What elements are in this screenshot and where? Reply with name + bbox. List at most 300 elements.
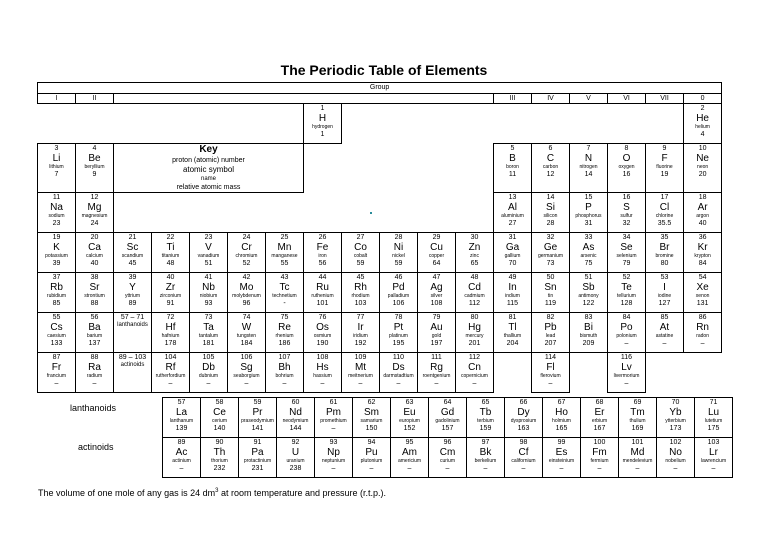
blank-cell	[152, 193, 190, 233]
element-cell-ds	[380, 353, 418, 393]
element-name: selenium	[616, 253, 637, 259]
element-cell-sm	[353, 398, 391, 438]
element-symbol: Xe	[696, 282, 709, 293]
atomic-number: 116	[620, 354, 633, 361]
element-name: erbium	[591, 418, 608, 424]
element-symbol: Cm	[439, 447, 456, 458]
element-cell-pm	[315, 398, 353, 438]
element-symbol: Ag	[430, 282, 443, 293]
element-symbol: Cf	[518, 447, 529, 458]
element-name: beryllium	[84, 164, 105, 170]
relative-atomic-mass: –	[168, 380, 173, 387]
element-cell-ti	[152, 233, 190, 273]
element-name: gallium	[504, 253, 521, 259]
blank-cell	[456, 104, 494, 144]
atomic-number: 99	[557, 439, 566, 446]
blank-cell	[608, 104, 646, 144]
element-cell-fe	[304, 233, 342, 273]
atomic-number: 23	[204, 234, 213, 241]
element-name: darmstadtium	[383, 373, 414, 379]
element-symbol: Ta	[203, 322, 214, 333]
element-cell-pb	[532, 313, 570, 353]
atomic-number: 34	[622, 234, 631, 241]
element-cell-re	[266, 313, 304, 353]
atomic-number: 71	[709, 399, 718, 406]
element-cell-na	[38, 193, 76, 233]
element-name: cerium	[211, 418, 227, 424]
element-cell-po	[608, 313, 646, 353]
atomic-number: 11	[52, 194, 61, 201]
element-symbol: Pa	[251, 447, 264, 458]
element-cell-co	[342, 233, 380, 273]
relative-atomic-mass: –	[92, 380, 97, 387]
atomic-number: 91	[253, 439, 262, 446]
blank-cell	[190, 193, 228, 233]
relative-atomic-mass: 88	[90, 300, 99, 307]
relative-atomic-mass: 127	[658, 300, 671, 307]
relative-atomic-mass: 115	[506, 300, 519, 307]
relative-atomic-mass: 70	[508, 260, 517, 267]
blank-cell	[494, 104, 532, 144]
atomic-number: 75	[280, 314, 289, 321]
blank-cell	[380, 144, 418, 193]
atomic-number: 58	[215, 399, 224, 406]
element-name: nickel	[392, 253, 405, 259]
element-symbol: Pm	[326, 407, 341, 418]
relative-atomic-mass: -	[283, 300, 286, 307]
series-placeholder-label: actinoids	[120, 362, 145, 368]
relative-atomic-mass: –	[521, 465, 526, 472]
element-symbol: Rg	[430, 362, 443, 373]
group-header: VI	[608, 94, 646, 104]
element-symbol: Re	[278, 322, 291, 333]
element-name: astatine	[655, 333, 674, 339]
group-header: I	[38, 94, 76, 104]
blank-cell	[646, 104, 684, 144]
element-cell-rn	[684, 313, 722, 353]
element-name: bismuth	[579, 333, 598, 339]
element-name: neptunium	[321, 458, 346, 464]
relative-atomic-mass: 28	[546, 220, 555, 227]
atomic-number: 39	[128, 274, 137, 281]
atomic-number: 59	[253, 399, 262, 406]
relative-atomic-mass: 23	[52, 220, 61, 227]
element-cell-xe	[684, 273, 722, 313]
element-name: phosphorus	[575, 213, 602, 219]
element-cell-er	[581, 398, 619, 438]
stray-mark	[370, 212, 372, 214]
relative-atomic-mass: 152	[403, 425, 416, 432]
element-symbol: C	[546, 153, 555, 164]
element-symbol: No	[669, 447, 682, 458]
atomic-number: 18	[698, 194, 707, 201]
atomic-number: 4	[92, 145, 97, 152]
element-name: lutetium	[704, 418, 723, 424]
element-cell-rg	[418, 353, 456, 393]
element-cell-cf	[505, 438, 543, 478]
element-symbol: Rb	[50, 282, 63, 293]
element-name: tin	[547, 293, 554, 299]
relative-atomic-mass: 175	[707, 425, 720, 432]
element-cell-fm	[581, 438, 619, 478]
element-cell-kr	[684, 233, 722, 273]
element-name: rhenium	[275, 333, 294, 339]
element-symbol: Si	[546, 202, 555, 213]
atomic-number: 53	[660, 274, 669, 281]
atomic-number: 10	[698, 145, 707, 152]
element-cell-v	[190, 233, 228, 273]
relative-atomic-mass: 45	[128, 260, 137, 267]
relative-atomic-mass: –	[179, 465, 184, 472]
element-symbol: Y	[129, 282, 136, 293]
atomic-number: 61	[329, 399, 338, 406]
element-symbol: Dy	[517, 407, 530, 418]
relative-atomic-mass: 7	[54, 171, 59, 178]
relative-atomic-mass: 108	[430, 300, 443, 307]
element-symbol: Tm	[630, 407, 645, 418]
element-cell-mt	[342, 353, 380, 393]
element-symbol: S	[623, 202, 630, 213]
element-name: rubidium	[46, 293, 67, 299]
element-name: flerovium	[540, 373, 561, 379]
atomic-number: 49	[508, 274, 517, 281]
element-name: potassium	[45, 253, 68, 259]
atomic-number: 95	[405, 439, 414, 446]
element-symbol: Cr	[241, 242, 252, 253]
atomic-number: 94	[367, 439, 376, 446]
atomic-number: 8	[624, 145, 629, 152]
atomic-number: 66	[519, 399, 528, 406]
element-symbol: Sn	[544, 282, 557, 293]
relative-atomic-mass: 144	[289, 425, 302, 432]
relative-atomic-mass: 55	[280, 260, 289, 267]
element-name: europium	[399, 418, 420, 424]
relative-atomic-mass: 103	[354, 300, 367, 307]
element-cell-sb	[570, 273, 608, 313]
atomic-number: 74	[242, 314, 251, 321]
atomic-number: 50	[546, 274, 555, 281]
element-symbol: K	[53, 242, 60, 253]
element-cell-se	[608, 233, 646, 273]
atomic-number: 78	[394, 314, 403, 321]
relative-atomic-mass: 150	[365, 425, 378, 432]
element-cell-at	[646, 313, 684, 353]
period-row	[38, 144, 722, 193]
element-name: technetium	[272, 293, 297, 299]
atomic-number: 64	[443, 399, 452, 406]
element-symbol: Pu	[365, 447, 378, 458]
relative-atomic-mass: 73	[546, 260, 555, 267]
element-name: thulium	[629, 418, 646, 424]
element-cell-in	[494, 273, 532, 313]
atomic-number: 80	[470, 314, 479, 321]
atomic-number: 20	[90, 234, 99, 241]
element-symbol: Os	[316, 322, 329, 333]
atomic-number: 83	[584, 314, 593, 321]
period-row	[38, 104, 722, 144]
element-name: chromium	[235, 253, 258, 259]
blank-cell	[532, 104, 570, 144]
relative-atomic-mass: 232	[213, 465, 226, 472]
element-cell-ge	[532, 233, 570, 273]
group-header: IV	[532, 94, 570, 104]
atomic-number: 81	[508, 314, 517, 321]
group-header: V	[570, 94, 608, 104]
atomic-number: 52	[622, 274, 631, 281]
element-cell-mo	[228, 273, 266, 313]
atomic-number: 29	[432, 234, 441, 241]
element-cell-o	[608, 144, 646, 193]
element-symbol: Pr	[252, 407, 263, 418]
blank-cell	[342, 193, 380, 233]
atomic-number: 44	[318, 274, 327, 281]
element-symbol: B	[509, 153, 516, 164]
atomic-number: 101	[631, 439, 644, 446]
periodic-table	[37, 82, 722, 393]
element-name: bohrium	[275, 373, 294, 379]
element-name: thallium	[503, 333, 522, 339]
element-cell-es	[543, 438, 581, 478]
relative-atomic-mass: 27	[508, 220, 517, 227]
relative-atomic-mass: 1	[320, 131, 325, 138]
element-symbol: Db	[202, 362, 215, 373]
blank-cell	[266, 193, 304, 233]
blank-cell	[76, 104, 114, 144]
actinoids-label: actinoids	[78, 442, 114, 452]
atomic-number: 15	[584, 194, 593, 201]
element-name: zirconium	[159, 293, 182, 299]
atomic-number: 5	[510, 145, 515, 152]
key-name: name	[200, 176, 216, 182]
element-symbol: Zr	[165, 282, 176, 293]
relative-atomic-mass: 89	[128, 300, 137, 307]
atomic-number: 98	[519, 439, 528, 446]
atomic-number: 16	[622, 194, 631, 201]
atomic-number: 3	[54, 145, 59, 152]
key-proton-number: proton (atomic) number	[172, 157, 245, 164]
element-name: dysprosium	[510, 418, 537, 424]
element-symbol: Hs	[316, 362, 329, 373]
relative-atomic-mass: 209	[582, 340, 595, 347]
blank-cell	[304, 193, 342, 233]
element-cell-yb	[657, 398, 695, 438]
period-row	[38, 353, 722, 393]
atomic-number: 14	[546, 194, 555, 201]
atomic-number: 100	[593, 439, 606, 446]
atomic-number: 45	[356, 274, 365, 281]
element-cell-y	[114, 273, 152, 313]
relative-atomic-mass: 20	[698, 171, 707, 178]
element-cell-rb	[38, 273, 76, 313]
atomic-number: 9	[662, 145, 667, 152]
atomic-number: 70	[671, 399, 680, 406]
element-symbol: N	[584, 153, 593, 164]
relative-atomic-mass: –	[407, 465, 412, 472]
element-name: caesium	[47, 333, 66, 339]
element-name: americium	[397, 458, 422, 464]
relative-atomic-mass: –	[673, 465, 678, 472]
element-symbol: Ge	[543, 242, 558, 253]
element-symbol: Rf	[165, 362, 176, 373]
atomic-number: 72	[166, 314, 175, 321]
element-name: xenon	[695, 293, 710, 299]
relative-atomic-mass: 133	[50, 340, 63, 347]
atomic-number: 37	[52, 274, 61, 281]
relative-atomic-mass: 4	[700, 131, 705, 138]
element-symbol: Hg	[468, 322, 481, 333]
element-name: gold	[431, 333, 442, 339]
element-name: terbium	[477, 418, 494, 424]
element-name: scandium	[121, 253, 144, 259]
element-cell-cu	[418, 233, 456, 273]
relative-atomic-mass: 140	[213, 425, 226, 432]
element-symbol: I	[663, 282, 666, 293]
element-name: berkelium	[474, 458, 497, 464]
atomic-number: 108	[316, 354, 329, 361]
relative-atomic-mass: 39	[52, 260, 61, 267]
relative-atomic-mass: 122	[582, 300, 595, 307]
element-symbol: Ba	[88, 322, 101, 333]
element-cell-fl	[532, 353, 570, 393]
relative-atomic-mass: 169	[631, 425, 644, 432]
relative-atomic-mass: 48	[166, 260, 175, 267]
relative-atomic-mass: 52	[242, 260, 251, 267]
element-symbol: Am	[402, 447, 417, 458]
relative-atomic-mass: –	[559, 465, 564, 472]
element-name: iridium	[353, 333, 368, 339]
element-cell-u	[277, 438, 315, 478]
element-cell-bi	[570, 313, 608, 353]
element-name: plutonium	[360, 458, 383, 464]
footnote-text: The volume of one mole of any gas is 24 dm	[38, 488, 216, 498]
atomic-number: 114	[544, 354, 557, 361]
element-cell-au	[418, 313, 456, 353]
relative-atomic-mass: 167	[593, 425, 606, 432]
atomic-number: 110	[392, 354, 405, 361]
element-name: dubnium	[198, 373, 219, 379]
element-name: platinum	[389, 333, 408, 339]
actinoid-row	[163, 438, 733, 478]
element-name: iodine	[657, 293, 672, 299]
relative-atomic-mass: 157	[441, 425, 454, 432]
element-symbol: Br	[659, 242, 670, 253]
atomic-number: 56	[90, 314, 99, 321]
element-symbol: Pb	[544, 322, 557, 333]
element-symbol: H	[318, 113, 327, 124]
relative-atomic-mass: –	[320, 380, 325, 387]
blank-cell	[342, 144, 380, 193]
element-name: calcium	[86, 253, 103, 259]
element-symbol: Bh	[278, 362, 291, 373]
atomic-number: 85	[660, 314, 669, 321]
element-name: promethium	[320, 418, 347, 424]
element-name: helium	[695, 124, 710, 130]
element-cell-db	[190, 353, 228, 393]
element-symbol: Cn	[468, 362, 481, 373]
element-name: aluminium	[501, 213, 524, 219]
relative-atomic-mass: 141	[251, 425, 264, 432]
element-symbol: Ra	[88, 362, 101, 373]
element-cell-pa	[239, 438, 277, 478]
blank-cell	[418, 193, 456, 233]
blank-cell	[114, 193, 152, 233]
atomic-number: 36	[698, 234, 707, 241]
atomic-number: 13	[508, 194, 517, 201]
element-name: lead	[545, 333, 556, 339]
blank-cell	[494, 353, 532, 393]
element-name: copernicium	[461, 373, 488, 379]
atomic-number: 73	[204, 314, 213, 321]
element-name: fermium	[590, 458, 609, 464]
element-symbol: Bi	[584, 322, 593, 333]
atomic-number: 46	[394, 274, 403, 281]
relative-atomic-mass: –	[711, 465, 716, 472]
element-name: polonium	[616, 333, 637, 339]
relative-atomic-mass: 184	[240, 340, 253, 347]
element-cell-k	[38, 233, 76, 273]
atomic-number: 51	[584, 274, 593, 281]
atomic-number: 76	[318, 314, 327, 321]
f-block-table	[162, 397, 733, 478]
key-atomic-symbol: atomic symbol	[182, 165, 235, 174]
atomic-number: 48	[470, 274, 479, 281]
element-cell-md	[619, 438, 657, 478]
element-name: radon	[696, 333, 709, 339]
element-cell-ag	[418, 273, 456, 313]
group-header-row	[38, 94, 722, 104]
footnote	[38, 488, 386, 498]
element-cell-ca	[76, 233, 114, 273]
relative-atomic-mass: 59	[356, 260, 365, 267]
relative-atomic-mass: –	[331, 425, 336, 432]
atomic-number: 65	[481, 399, 490, 406]
element-name: lithium	[49, 164, 64, 170]
element-symbol: Lr	[709, 447, 718, 458]
blank-cell	[266, 104, 304, 144]
element-cell-tb	[467, 398, 505, 438]
blank-cell	[418, 144, 456, 193]
element-symbol: Ce	[213, 407, 226, 418]
element-cell-lv	[608, 353, 646, 393]
element-symbol: Cl	[659, 202, 670, 213]
atomic-number: 41	[204, 274, 213, 281]
element-symbol: Fm	[592, 447, 607, 458]
relative-atomic-mass: 131	[696, 300, 709, 307]
atomic-number: 21	[128, 234, 137, 241]
relative-atomic-mass: 197	[430, 340, 443, 347]
blank-cell	[228, 104, 266, 144]
blank-cell	[570, 104, 608, 144]
element-symbol: Mn	[277, 242, 292, 253]
element-symbol: Sg	[240, 362, 253, 373]
atomic-number: 25	[280, 234, 289, 241]
atomic-number: 89 – 103	[118, 354, 147, 361]
atomic-number: 28	[394, 234, 403, 241]
atomic-number: 7	[586, 145, 591, 152]
element-name: zinc	[470, 253, 479, 259]
blank-cell	[152, 104, 190, 144]
element-symbol: Sm	[364, 407, 379, 418]
element-cell-np	[315, 438, 353, 478]
atomic-number: 26	[318, 234, 327, 241]
element-cell-dy	[505, 398, 543, 438]
element-name: mercury	[465, 333, 484, 339]
atomic-number: 63	[405, 399, 414, 406]
lanthanoids-label: lanthanoids	[70, 403, 117, 413]
relative-atomic-mass: –	[662, 340, 667, 347]
element-symbol: Tc	[279, 282, 290, 293]
element-name: palladium	[387, 293, 410, 299]
